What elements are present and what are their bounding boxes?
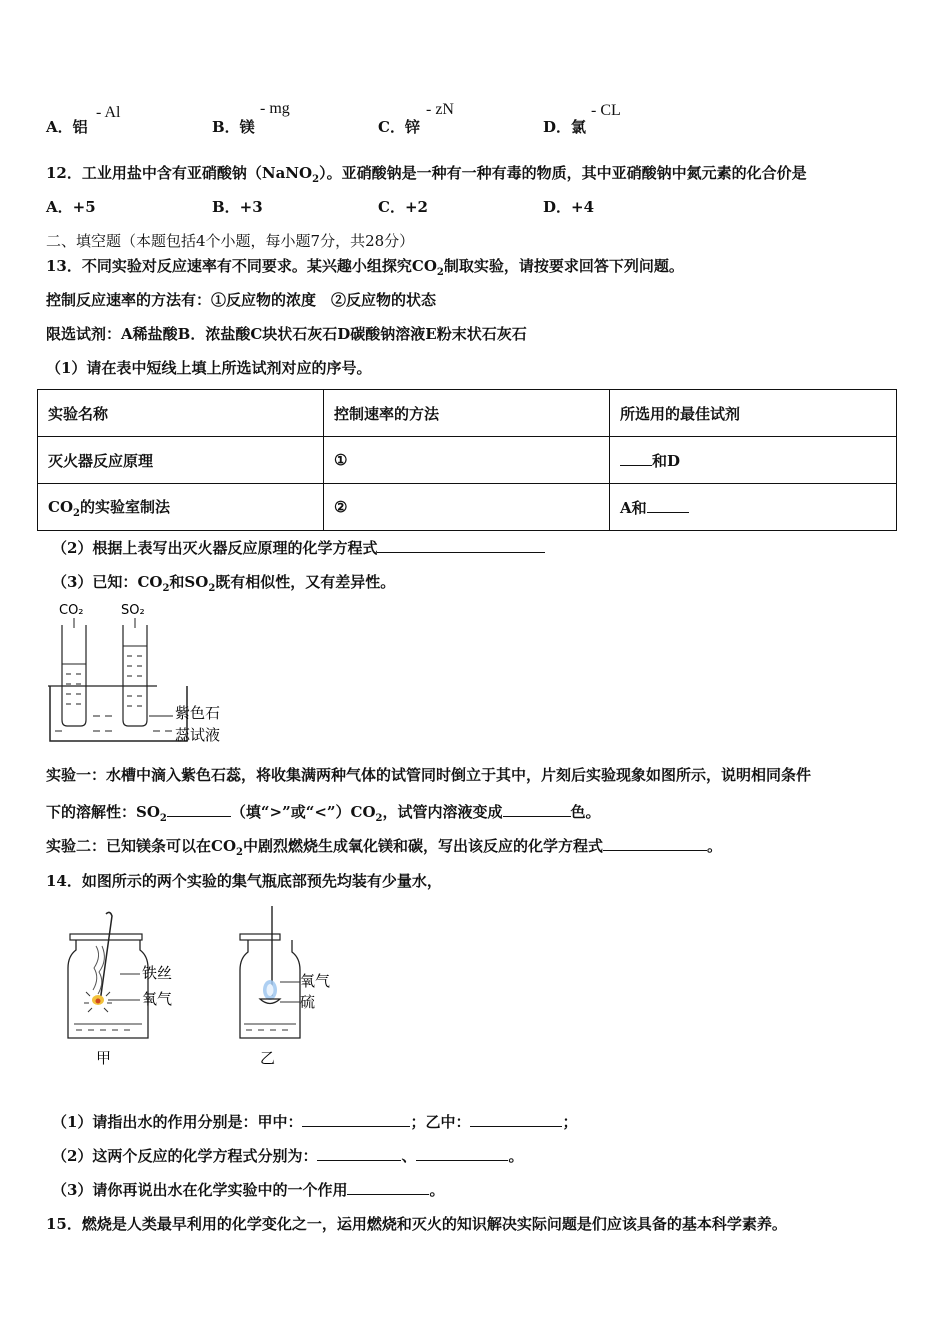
q13-part2: （2）根据上表写出灭火器反应原理的化学方程式 <box>52 537 545 558</box>
label-litmus-2: 蕊试液 <box>175 726 221 744</box>
label-so2: SO₂ <box>121 603 145 618</box>
q12-option-c: C．+2 <box>378 198 428 216</box>
q11-option-b-sup: - mg <box>260 100 290 117</box>
table-cell-reagent: A和 <box>610 484 897 531</box>
q12-stem: 12．工业用盐中含有亚硝酸钠（NaNO$_2$）。亚硝酸钠是一种有一种有毒的物质，其中亚硝酸钠中氮元素的化合价是 <box>46 164 807 185</box>
table-cell-name: 灭火器反应原理 <box>38 437 324 484</box>
label-oxygen-jia: 氧气 <box>142 990 173 1008</box>
answer-blank[interactable] <box>603 836 707 851</box>
label-yi: 乙 <box>260 1049 276 1067</box>
label-co2: CO₂ <box>59 603 84 618</box>
table-row <box>38 484 897 531</box>
q12-option-d: D．+4 <box>543 198 595 216</box>
q13-part3: （3）已知：$CO_2$和$SO_2$既有相似性，又有差异性。 <box>52 573 396 594</box>
q11-option-a-sup: - Al <box>96 104 121 121</box>
reagent-table <box>37 389 897 531</box>
answer-blank[interactable] <box>416 1146 508 1161</box>
q13-exp1-line2: 下的溶解性：$SO_2$ （填“>”或“$<”)CO_2$，试管内溶液变成 色。 <box>46 803 601 824</box>
label-iron-wire: 铁丝 <box>142 964 173 982</box>
answer-blank[interactable] <box>347 1180 429 1195</box>
answer-blank[interactable] <box>302 1112 410 1127</box>
label-litmus-1: 紫色石 <box>175 704 221 722</box>
table-cell-name: $CO_2$的实验室制法 <box>38 484 324 531</box>
gas-solubility-figure <box>45 598 240 748</box>
q13-methods: 控制反应速率的方法有：①反应物的浓度 ②反应物的状态 <box>46 291 437 309</box>
answer-blank[interactable] <box>620 451 652 466</box>
q11-option-c: C．锌 <box>378 118 420 136</box>
q11-option-b: B．镁 <box>212 118 255 136</box>
q14-part1: （1）请指出水的作用分别是：甲中： ；乙中： ； <box>52 1113 578 1131</box>
q14-part2: （2）这两个反应的化学方程式分别为： 、 。 <box>52 1147 524 1165</box>
q14-stem: 14．如图所示的两个实验的集气瓶底部预先均装有少量水， <box>46 872 442 890</box>
q13-part1: （1）请在表中短线上填上所选试剂对应的序号。 <box>46 359 372 377</box>
table-header-row <box>38 390 897 437</box>
q13-stem: 13．不同实验对反应速率有不同要求。某兴趣小组探究$CO_2$制取实验，请按要求回答下列问题。 <box>46 257 684 278</box>
table-header-cell: 控制速率的方法 <box>324 390 610 437</box>
table-header-cell: 所选用的最佳试剂 <box>610 390 897 437</box>
answer-blank[interactable] <box>167 802 231 817</box>
q13-exp1-line1: 实验一：水槽中滴入紫色石蕊，将收集满两种气体的试管同时倒立于其中，片刻后实验现象如图所示，说明相同条件 <box>46 766 812 784</box>
table-cell-reagent: 和D <box>610 437 897 484</box>
answer-blank[interactable] <box>377 538 545 553</box>
table-header-cell: 实验名称 <box>38 390 324 437</box>
q15-stem: 15．燃烧是人类最早利用的化学变化之一，运用燃烧和灭火的知识解决实际问题是们应该具备的基本科学素养。 <box>46 1215 787 1233</box>
q11-option-c-sup: - zN <box>426 101 454 118</box>
q13-reagents: 限选试剂：A稀盐酸B．浓盐酸C块状石灰石D碳酸钠溶液E粉末状石灰石 <box>46 325 527 343</box>
label-sulfur: 硫 <box>300 993 316 1011</box>
label-oxygen-yi: 氧气 <box>300 972 331 990</box>
q13-exp2: 实验二：已知镁条可以在$CO_2$中剧烈燃烧生成氧化镁和碳，写出该反应的化学方程式 。 <box>46 837 723 858</box>
label-jia: 甲 <box>96 1049 112 1067</box>
q12-option-a: A．+5 <box>46 198 96 216</box>
combustion-figure <box>62 906 362 1068</box>
table-row <box>38 437 897 484</box>
answer-blank[interactable] <box>647 498 689 513</box>
answer-blank[interactable] <box>503 802 571 817</box>
answer-blank[interactable] <box>317 1146 401 1161</box>
table-cell-method: ① <box>324 437 610 484</box>
answer-blank[interactable] <box>470 1112 562 1127</box>
q11-option-a: A．铝 <box>46 118 88 136</box>
q14-part3: （3）请你再说出水在化学实验中的一个作用 。 <box>52 1181 445 1199</box>
q12-option-b: B．+3 <box>212 198 263 216</box>
section-title: 二、填空题（本题包括4个小题，每小题7分，共28分） <box>46 232 415 250</box>
q11-option-d-sup: - CL <box>591 102 621 119</box>
q11-option-d: D．氯 <box>543 118 587 136</box>
table-cell-method: ② <box>324 484 610 531</box>
